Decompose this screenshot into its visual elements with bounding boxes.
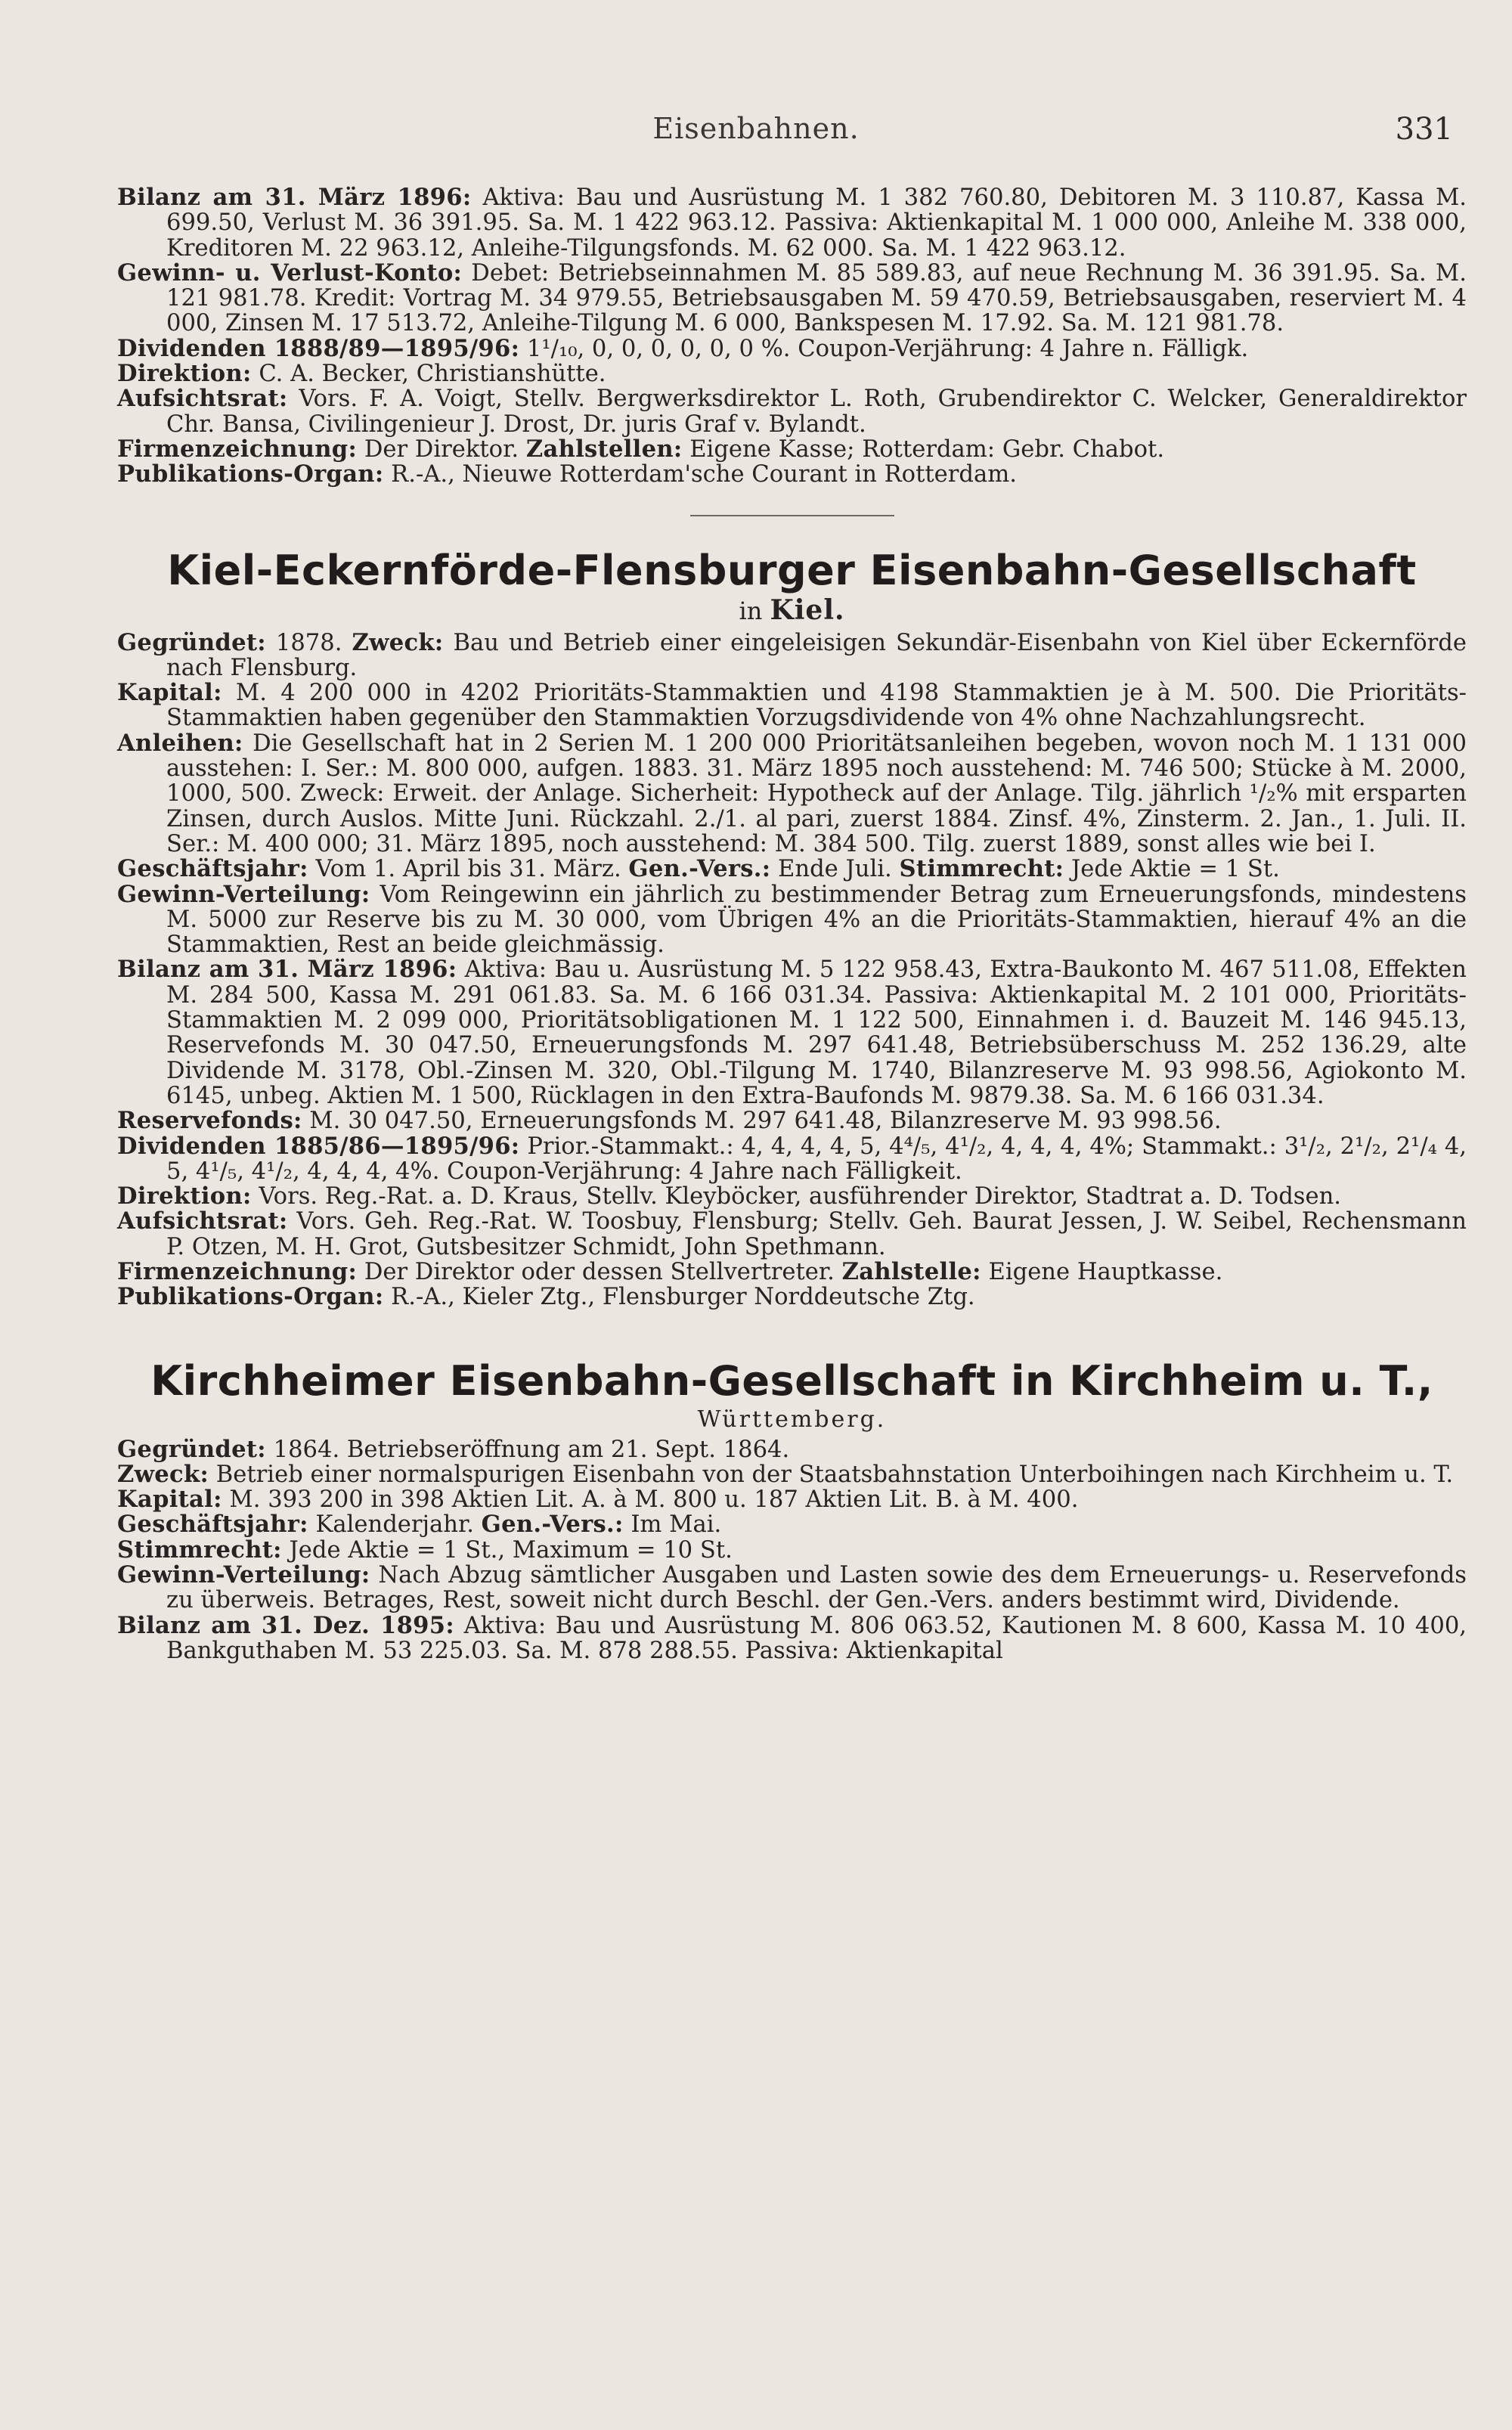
entry-gegruendet: Gegründet: 1878. Zweck: Bau und Betrieb einer eingeleisigen Sekundär-Eisenbahn von Kiel über Eckernförde nach Flensburg. (117, 628, 1467, 681)
entry-publikations-organ: Publikations-Organ: R.-A., Nieuwe Rotterdam'sche Courant in Rotterdam. (117, 460, 1017, 488)
entry-stimmrecht: Stimmrecht: Jede Aktie = 1 St., Maximum = 10 St. (117, 1536, 733, 1564)
section-gap (117, 1310, 1467, 1357)
entry-gewinn-verteilung: Gewinn-Verteilung: Vom Reingewinn ein jährlich zu bestimmender Betrag zum Erneuerungsfonds, mindestens M. 5000 zur Reserve bis zu M. 30 000, vom Übrigen 4% an die Prioritäts-Stammaktien, hierauf 4% an die Stammaktien, Rest an beide gleichmässig. (117, 880, 1467, 959)
kiel-company-section (117, 547, 1467, 1310)
company-region-kirchheim: Württemberg. (697, 1406, 887, 1433)
company-location-kiel: in Kiel. (739, 594, 845, 626)
entry-anleihen: Anleihen: Die Gesellschaft hat in 2 Serien M. 1 200 000 Prioritätsanleihen begeben, wovon noch M. 1 131 000 ausstehen: I. Ser.: M. 800 000, aufgen. 1883. 31. März 1895 noch ausstehend: M. 746 500; Stücke à M. 2000, 1000, 500. Zweck: Erweit. der Anlage. Sicherheit: Hypotheck auf der Anlage. Tilg. jährlich ¹/₂% mit ersparten Zinsen, durch Auslos. Mitte Juni. Rückzahl. 2./1. al pari, zuerst 1884. Zinsf. 4%, Zinsterm. 2. Jan., 1. Juli. II. Ser.: M. 400 000; 31. März 1895, noch ausstehend: M. 384 500. Tilg. zuerst 1889, sonst alles wie bei I. (117, 729, 1467, 857)
prev-company-section (117, 185, 1467, 488)
entry-direktion: Direktion: C. A. Becker, Christianshütte. (117, 360, 606, 388)
entry-gewinn-verteilung: Gewinn-Verteilung: Nach Abzug sämtlicher Ausgaben und Lasten sowie des dem Erneuerungs- u. Reservefonds zu überweis. Betrages, Rest, soweit nicht durch Beschl. der Gen.-Vers. anders bestimmt wird, Dividende. (117, 1561, 1467, 1614)
entry-dividenden: Dividenden 1888/89—1895/96: 1¹/₁₀, 0, 0, 0, 0, 0, 0 %. Coupon-Verjährung: 4 Jahre n. Fälligk. (117, 334, 1249, 362)
entry-reservefonds: Reservefonds: M. 30 047.50, Erneuerungsfonds M. 297 641.48, Bilanzreserve M. 93 998.56. (117, 1107, 1222, 1135)
entry-firmenzeichnung: Firmenzeichnung: Der Direktor. Zahlstellen: Eigene Kasse; Rotterdam: Gebr. Chabot. (117, 435, 1165, 463)
entry-gewinn-verlust: Gewinn- u. Verlust-Konto: Debet: Betriebseinnahmen M. 85 589.83, auf neue Rechnung M. 36 391.95. Sa. M. 121 981.78. Kredit: Vortrag M. 34 979.55, Betriebsausgaben M. 59 470.59, Betriebsausgaben, reserviert M. 4 000, Zinsen M. 17 513.72, Anleihe-Tilgung M. 6 000, Bankspesen M. 17.92. Sa. M. 121 981.78. (117, 259, 1467, 337)
company-title-kirchheim: Kirchheimer Eisenbahn-Gesellschaft in Kirchheim u. T., (150, 1356, 1433, 1405)
entry-kapital: Kapital: M. 4 200 000 in 4202 Prioritäts-Stammaktien und 4198 Stammaktien je à M. 500. Die Prioritäts-Stammaktien haben gegenüber den Stammaktien Vorzugsdividende von 4% ohne Nachzahlungsrecht. (117, 679, 1467, 732)
kirchheim-company-section (117, 1357, 1467, 1664)
entry-bilanz: Bilanz am 31. Dez. 1895: Aktiva: Bau und Ausrüstung M. 806 063.52, Kautionen M. 8 600, Kassa M. 10 400, Bankguthaben M. 53 225.03. Sa. M. 878 288.55. Passiva: Aktienkapital (117, 1611, 1467, 1664)
running-head (0, 112, 1512, 157)
entry-bilanz: Bilanz am 31. März 1896: Aktiva: Bau u. Ausrüstung M. 5 122 958.43, Extra-Baukonto M. 467 511.08, Effekten M. 284 500, Kassa M. 291 061.83. Sa. M. 6 166 031.34. Passiva: Aktienkapital M. 2 101 000, Prioritäts-Stammaktien M. 2 099 000, Prioritätsobligationen M. 1 122 500, Einnahmen i. d. Bauzeit M. 146 945.13, Reservefonds M. 30 047.50, Erneuerungsfonds M. 297 641.48, Betriebsüberschuss M. 252 136.29, alte Dividende M. 3178, Obl.-Zinsen M. 320, Obl.-Tilgung M. 1740, Bilanzreserve M. 93 998.56, Agiokonto M. 6145, unbeg. Aktien M. 1 500, Rücklagen in den Extra-Baufonds M. 9879.38. Sa. M. 6 166 031.34. (117, 956, 1467, 1109)
section-divider (690, 515, 894, 516)
entry-aufsichtsrat: Aufsichtsrat: Vors. F. A. Voigt, Stellv. Bergwerksdirektor L. Roth, Grubendirektor C. Welcker, Generaldirektor Chr. Bansa, Civilingenieur J. Drost, Dr. juris Graf v. Bylandt. (117, 385, 1467, 438)
entry-zweck: Zweck: Betrieb einer normalspurigen Eisenbahn von der Staatsbahnstation Unterboihingen nach Kirchheim u. T. (117, 1460, 1454, 1488)
entry-firmenzeichnung: Firmenzeichnung: Der Direktor oder dessen Stellvertreter. Zahlstelle: Eigene Hauptkasse. (117, 1257, 1223, 1285)
entry-publikations-organ: Publikations-Organ: R.-A., Kieler Ztg., Flensburger Norddeutsche Ztg. (117, 1283, 975, 1311)
entry-dividenden: Dividenden 1885/86—1895/96: Prior.-Stammakt.: 4, 4, 4, 4, 5, 4⁴/₅, 4¹/₂, 4, 4, 4, 4%; Stammakt.: 3¹/₂, 2¹/₂, 2¹/₄ 4, 5, 4¹/₅, 4¹/₂, 4, 4, 4, 4%. Coupon-Verjährung: 4 Jahre nach Fälligkeit. (117, 1132, 1467, 1185)
page-content (117, 185, 1467, 1663)
company-title-kiel: Kiel-Eckernförde-Flensburger Eisenbahn-Gesellschaft (167, 546, 1417, 594)
entry-gegruendet: Gegründet: 1864. Betriebseröffnung am 21. Sept. 1864. (117, 1435, 790, 1463)
entry-kapital: Kapital: M. 393 200 in 398 Aktien Lit. A. à M. 800 u. 187 Aktien Lit. B. à M. 400. (117, 1486, 1079, 1514)
page-number: 331 (1395, 112, 1453, 147)
entry-geschaeftsjahr: Geschäftsjahr: Vom 1. April bis 31. März. Gen.-Vers.: Ende Juli. Stimmrecht: Jede Aktie = 1 St. (117, 855, 1280, 883)
entry-bilanz: Bilanz am 31. März 1896: Aktiva: Bau und Ausrüstung M. 1 382 760.80, Debitoren M. 3 110.87, Kassa M. 699.50, Verlust M. 36 391.95. Sa. M. 1 422 963.12. Passiva: Aktienkapital M. 1 000 000, Anleihe M. 338 000, Kreditoren M. 22 963.12, Anleihe-Tilgungsfonds. M. 62 000. Sa. M. 1 422 963.12. (117, 184, 1467, 262)
entry-direktion: Direktion: Vors. Reg.-Rat. a. D. Kraus, Stellv. Kleyböcker, ausführender Direktor, Stadtrat a. D. Todsen. (117, 1182, 1342, 1210)
running-title: Eisenbahnen. (652, 112, 860, 145)
entry-aufsichtsrat: Aufsichtsrat: Vors. Geh. Reg.-Rat. W. Toosbuy, Flensburg; Stellv. Geh. Baurat Jessen, J. W. Seibel, Rechensmann P. Otzen, M. H. Grot, Gutsbesitzer Schmidt, John Spethmann. (117, 1207, 1467, 1260)
entry-geschaeftsjahr: Geschäftsjahr: Kalenderjahr. Gen.-Vers.: Im Mai. (117, 1511, 722, 1539)
